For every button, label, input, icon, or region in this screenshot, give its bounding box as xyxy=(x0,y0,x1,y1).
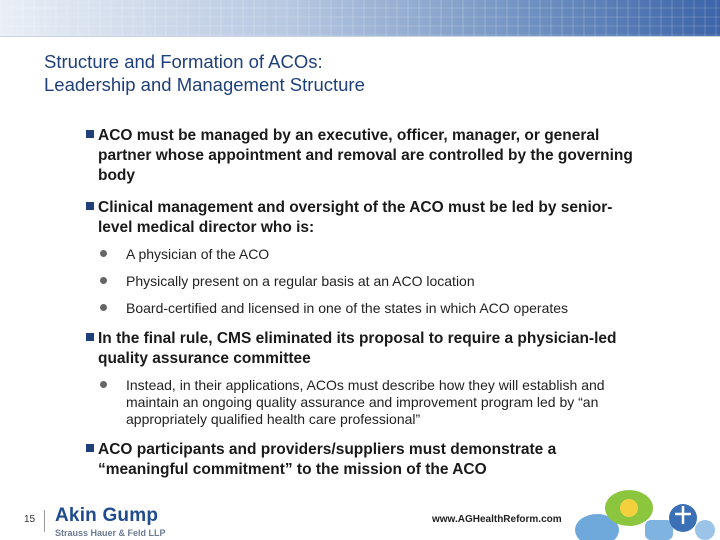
sub-bullet-item xyxy=(98,300,646,317)
bullet-item xyxy=(86,198,646,238)
light-blue-circle-icon xyxy=(695,520,715,540)
sub-bullet-item xyxy=(98,377,646,428)
round-bullet-icon xyxy=(100,277,107,284)
square-bullet-icon xyxy=(86,444,94,452)
sub-bullet-text: Instead, in their applications, ACOs must describe how they will establish and maintain an ongoing quality assurance and improvement program led by “an appropriately qualified health care professional” xyxy=(126,377,605,427)
bullet-text: ACO participants and providers/suppliers must demonstrate a “meaningful commitment” to the mission of the ACO xyxy=(98,441,557,478)
header-pattern-band xyxy=(0,0,720,36)
header-divider xyxy=(0,36,720,37)
yellow-circle-icon xyxy=(620,499,638,517)
square-bullet-icon xyxy=(86,130,94,138)
square-bullet-icon xyxy=(86,333,94,341)
sub-bullet-item xyxy=(98,273,646,290)
sub-bullet-text: Physically present on a regular basis at an ACO location xyxy=(126,273,475,289)
footer-divider xyxy=(44,510,45,532)
square-bullet-icon xyxy=(86,202,94,210)
bullet-item xyxy=(86,440,646,480)
bullet-text: In the final rule, CMS eliminated its proposal to require a physician-led quality assurance committee xyxy=(98,330,617,367)
bullet-list xyxy=(86,126,646,480)
slide-title xyxy=(44,50,684,96)
page-number: 15 xyxy=(24,514,36,525)
title-line-1: Structure and Formation of ACOs: xyxy=(44,51,323,72)
title-line-2: Leadership and Management Structure xyxy=(44,74,365,95)
sub-bullet-text: A physician of the ACO xyxy=(126,246,270,262)
footer-url: www.AGHealthReform.com xyxy=(432,514,562,525)
sub-bullet-item xyxy=(98,246,646,263)
round-bullet-icon xyxy=(100,250,107,257)
round-bullet-icon xyxy=(100,304,107,311)
health-icons-decoration xyxy=(575,490,715,540)
bullet-item xyxy=(86,126,646,186)
sub-bullet-text: Board-certified and licensed in one of the states in which ACO operates xyxy=(126,300,569,316)
bullet-text: ACO must be managed by an executive, officer, manager, or general partner whose appointment and removal are controlled by the governing body xyxy=(98,127,633,184)
logo-firm: Strauss Hauer & Feld LLP xyxy=(55,528,166,538)
firm-logo xyxy=(55,506,166,538)
bullet-text: Clinical management and oversight of the ACO must be led by senior-level medical director who is: xyxy=(98,199,613,236)
logo-name: Akin Gump xyxy=(55,505,159,526)
round-bullet-icon xyxy=(100,381,107,388)
blue-square-icon xyxy=(645,520,673,540)
bullet-item xyxy=(86,329,646,369)
